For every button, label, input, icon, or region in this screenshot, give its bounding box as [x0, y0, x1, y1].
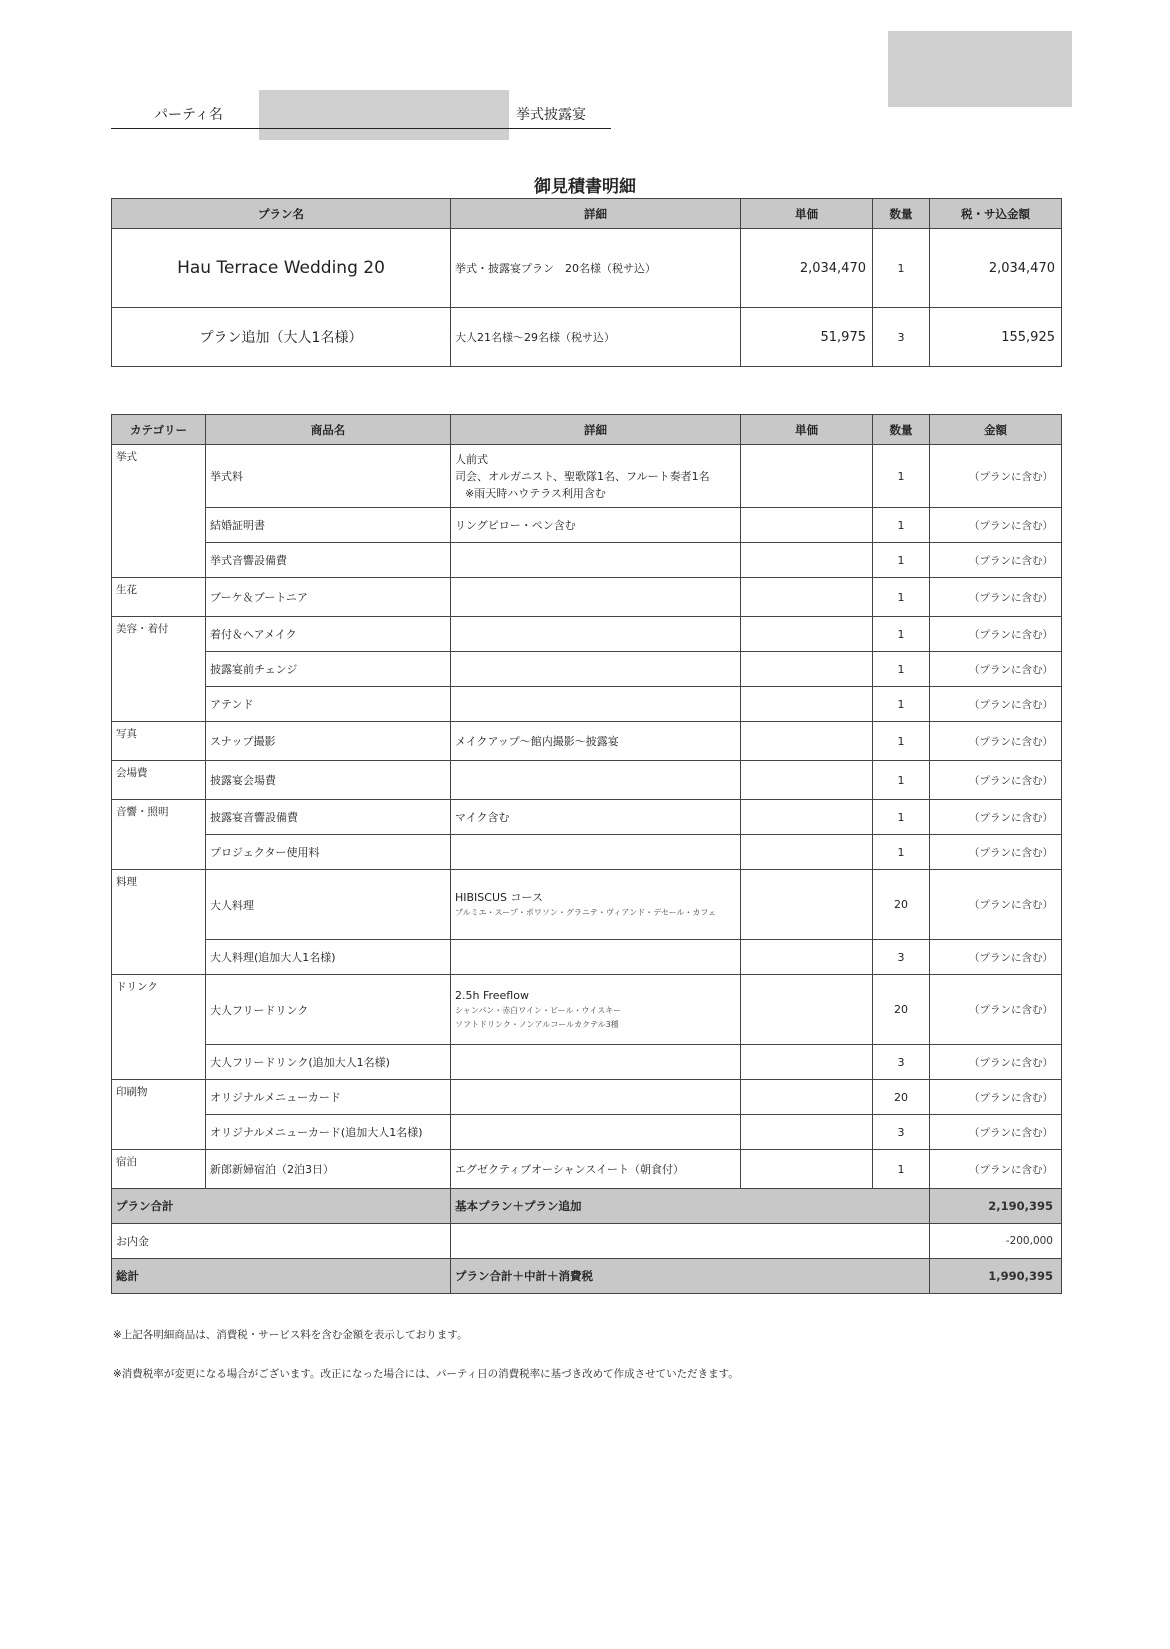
- product-name: 大人料理: [206, 870, 451, 940]
- amount: （プランに含む）: [930, 687, 1062, 722]
- product-detail: [451, 508, 741, 543]
- product-name: 大人フリードリンク(追加大人1名様): [206, 1045, 451, 1080]
- item-row: [112, 652, 1062, 687]
- amount: （プランに含む）: [930, 445, 1062, 508]
- deposit-row: [112, 1224, 1062, 1259]
- product-detail: [451, 687, 741, 722]
- item-header-price: 単価: [741, 415, 873, 445]
- item-row: [112, 1080, 1062, 1115]
- amount: （プランに含む）: [930, 835, 1062, 870]
- item-row: [112, 870, 1062, 940]
- plan-row: [112, 229, 1062, 308]
- item-row: [112, 687, 1062, 722]
- product-name: ブーケ＆ブートニア: [206, 578, 451, 617]
- unit-price: [741, 722, 873, 761]
- note-tax-change: ※消費税率が変更になる場合がございます。改正になった場合には、パーティ日の消費税率に基づき改めて作成させていただきます。: [113, 1368, 739, 1380]
- quantity: 1: [873, 578, 930, 617]
- plan-row: [112, 308, 1062, 367]
- plan-header-qty: 数量: [873, 199, 930, 229]
- detail-line: HIBISCUS コース: [455, 891, 543, 904]
- note-tax-included: ※上記各明細商品は、消費税・サービス料を含む金額を表示しております。: [113, 1329, 468, 1341]
- product-detail: [451, 652, 741, 687]
- unit-price: [741, 1080, 873, 1115]
- amount: （プランに含む）: [930, 870, 1062, 940]
- grand-total-row: [112, 1259, 1062, 1294]
- product-name: 披露宴音響設備費: [206, 800, 451, 835]
- item-table: [111, 414, 1062, 1294]
- amount: （プランに含む）: [930, 652, 1062, 687]
- item-row: [112, 975, 1062, 1045]
- unit-price: [741, 761, 873, 800]
- product-detail: [451, 975, 741, 1045]
- amount: （プランに含む）: [930, 617, 1062, 652]
- product-name: 結婚証明書: [206, 508, 451, 543]
- product-name: オリジナルメニューカード(追加大人1名様): [206, 1115, 451, 1150]
- category-cell: 宿泊: [112, 1150, 206, 1189]
- amount: （プランに含む）: [930, 800, 1062, 835]
- quantity: 20: [873, 1080, 930, 1115]
- unit-price: [741, 578, 873, 617]
- unit-price: [741, 1115, 873, 1150]
- unit-price: [741, 617, 873, 652]
- product-detail: [451, 835, 741, 870]
- plan-header-name: プラン名: [112, 199, 451, 229]
- unit-price: [741, 687, 873, 722]
- item-header-qty: 数量: [873, 415, 930, 445]
- product-name: 挙式音響設備費: [206, 543, 451, 578]
- party-underline: [111, 128, 611, 129]
- item-row: [112, 445, 1062, 508]
- item-row: [112, 722, 1062, 761]
- item-row: [112, 1045, 1062, 1080]
- unit-price: [741, 835, 873, 870]
- quantity: 1: [873, 652, 930, 687]
- quantity: 1: [873, 1150, 930, 1189]
- product-detail: [451, 1115, 741, 1150]
- plan-total: 2,034,470: [930, 229, 1062, 308]
- plan-total-label: プラン合計: [112, 1189, 451, 1224]
- product-name: 披露宴会場費: [206, 761, 451, 800]
- quantity: 1: [873, 617, 930, 652]
- detail-line: 2.5h Freeflow: [455, 989, 529, 1002]
- quantity: 20: [873, 870, 930, 940]
- plan-total-value: 2,190,395: [930, 1189, 1062, 1224]
- quantity: 3: [873, 1115, 930, 1150]
- plan-header-total: 税・サ込金額: [930, 199, 1062, 229]
- plan-header-price: 単価: [741, 199, 873, 229]
- unit-price: [741, 800, 873, 835]
- product-detail: [451, 617, 741, 652]
- amount: （プランに含む）: [930, 761, 1062, 800]
- category-cell: 挙式: [112, 445, 206, 578]
- category-cell: 音響・照明: [112, 800, 206, 870]
- quantity: 1: [873, 835, 930, 870]
- document-title: 御見積書明細: [534, 177, 636, 197]
- item-row: [112, 835, 1062, 870]
- plan-price: 51,975: [741, 308, 873, 367]
- product-name: 着付＆ヘアメイク: [206, 617, 451, 652]
- amount: （プランに含む）: [930, 578, 1062, 617]
- plan-detail: 大人21名様～29名様（税サ込）: [451, 308, 741, 367]
- grand-total-value: 1,990,395: [930, 1259, 1062, 1294]
- item-header-category: カテゴリー: [112, 415, 206, 445]
- item-row: [112, 508, 1062, 543]
- unit-price: [741, 940, 873, 975]
- amount: （プランに含む）: [930, 1150, 1062, 1189]
- deposit-desc: [451, 1224, 930, 1259]
- category-cell: 会場費: [112, 761, 206, 800]
- unit-price: [741, 652, 873, 687]
- category-cell: 生花: [112, 578, 206, 617]
- product-name: 新郎新婦宿泊（2泊3日）: [206, 1150, 451, 1189]
- category-cell: ドリンク: [112, 975, 206, 1080]
- detail-subline: ソフトドリンク・ノンアルコールカクテル3種: [455, 1020, 619, 1029]
- quantity: 1: [873, 687, 930, 722]
- product-detail: [451, 800, 741, 835]
- item-row: [112, 940, 1062, 975]
- category-cell: 印刷物: [112, 1080, 206, 1150]
- detail-line: リングピロー・ペン含む: [455, 518, 576, 532]
- quantity: 1: [873, 508, 930, 543]
- product-detail: [451, 445, 741, 508]
- product-name: スナップ撮影: [206, 722, 451, 761]
- plan-name: プラン追加（大人1名様）: [112, 308, 451, 367]
- item-row: [112, 1115, 1062, 1150]
- detail-subline: シャンパン・赤白ワイン・ビール・ウイスキー: [455, 1006, 622, 1015]
- unit-price: [741, 543, 873, 578]
- detail-line: メイクアップ～館内撮影～披露宴: [455, 734, 619, 748]
- product-detail: [451, 1080, 741, 1115]
- deposit-value: -200,000: [930, 1224, 1062, 1259]
- item-row: [112, 1150, 1062, 1189]
- quantity: 1: [873, 445, 930, 508]
- quantity: 1: [873, 543, 930, 578]
- item-table-body: [112, 445, 1062, 1189]
- detail-line: ※雨天時ハウテラス利用含む: [465, 486, 606, 500]
- quantity: 20: [873, 975, 930, 1045]
- product-name: オリジナルメニューカード: [206, 1080, 451, 1115]
- product-name: 披露宴前チェンジ: [206, 652, 451, 687]
- party-name-label: パーティ名: [154, 107, 223, 123]
- product-detail: [451, 870, 741, 940]
- quantity: 1: [873, 722, 930, 761]
- amount: （プランに含む）: [930, 543, 1062, 578]
- quantity: 3: [873, 940, 930, 975]
- quantity: 1: [873, 800, 930, 835]
- plan-qty: 1: [873, 229, 930, 308]
- item-row: [112, 543, 1062, 578]
- item-header-detail: 詳細: [451, 415, 741, 445]
- item-row: [112, 617, 1062, 652]
- plan-header-detail: 詳細: [451, 199, 741, 229]
- amount: （プランに含む）: [930, 1115, 1062, 1150]
- product-detail: [451, 578, 741, 617]
- grand-total-label: 総計: [112, 1259, 451, 1294]
- product-name: 大人料理(追加大人1名様): [206, 940, 451, 975]
- product-detail: [451, 761, 741, 800]
- amount: （プランに含む）: [930, 1045, 1062, 1080]
- plan-table: [111, 198, 1062, 367]
- item-header-product: 商品名: [206, 415, 451, 445]
- detail-line: 人前式: [455, 452, 488, 466]
- product-detail: [451, 1150, 741, 1189]
- plan-total-desc: 基本プラン＋プラン追加: [451, 1189, 930, 1224]
- product-name: プロジェクター使用料: [206, 835, 451, 870]
- amount: （プランに含む）: [930, 1080, 1062, 1115]
- unit-price: [741, 445, 873, 508]
- unit-price: [741, 1045, 873, 1080]
- product-detail: [451, 543, 741, 578]
- category-cell: 美容・着付: [112, 617, 206, 722]
- item-row: [112, 761, 1062, 800]
- unit-price: [741, 975, 873, 1045]
- product-detail: [451, 722, 741, 761]
- product-name: 挙式料: [206, 445, 451, 508]
- redacted-party-name: [259, 90, 509, 140]
- plan-detail: 挙式・披露宴プラン 20名様（税サ込）: [451, 229, 741, 308]
- detail-line: エグゼクティブオーシャンスイート（朝食付）: [455, 1162, 685, 1176]
- amount: （プランに含む）: [930, 508, 1062, 543]
- product-name: アテンド: [206, 687, 451, 722]
- amount: （プランに含む）: [930, 722, 1062, 761]
- grand-total-desc: プラン合計＋中計＋消費税: [451, 1259, 930, 1294]
- item-row: [112, 578, 1062, 617]
- unit-price: [741, 1150, 873, 1189]
- product-detail: [451, 1045, 741, 1080]
- item-row: [112, 800, 1062, 835]
- quantity: 3: [873, 1045, 930, 1080]
- product-name: 大人フリードリンク: [206, 975, 451, 1045]
- plan-total-row: [112, 1189, 1062, 1224]
- detail-subline: ブルミエ・スープ・ポワソン・グラニテ・ヴィアンド・デセール・カフェ: [455, 908, 717, 917]
- redacted-block-top-right: [888, 31, 1072, 107]
- plan-total: 155,925: [930, 308, 1062, 367]
- plan-name: Hau Terrace Wedding 20: [112, 229, 451, 308]
- unit-price: [741, 870, 873, 940]
- detail-line: マイク含む: [455, 810, 510, 824]
- detail-line: 司会、オルガニスト、聖歌隊1名、フルート奏者1名: [455, 469, 710, 483]
- amount: （プランに含む）: [930, 940, 1062, 975]
- product-detail: [451, 940, 741, 975]
- plan-qty: 3: [873, 308, 930, 367]
- category-cell: 料理: [112, 870, 206, 975]
- deposit-label: お内金: [112, 1224, 451, 1259]
- plan-price: 2,034,470: [741, 229, 873, 308]
- amount: （プランに含む）: [930, 975, 1062, 1045]
- quantity: 1: [873, 761, 930, 800]
- category-cell: 写真: [112, 722, 206, 761]
- unit-price: [741, 508, 873, 543]
- item-header-amount: 金額: [930, 415, 1062, 445]
- party-type: 挙式披露宴: [516, 107, 586, 123]
